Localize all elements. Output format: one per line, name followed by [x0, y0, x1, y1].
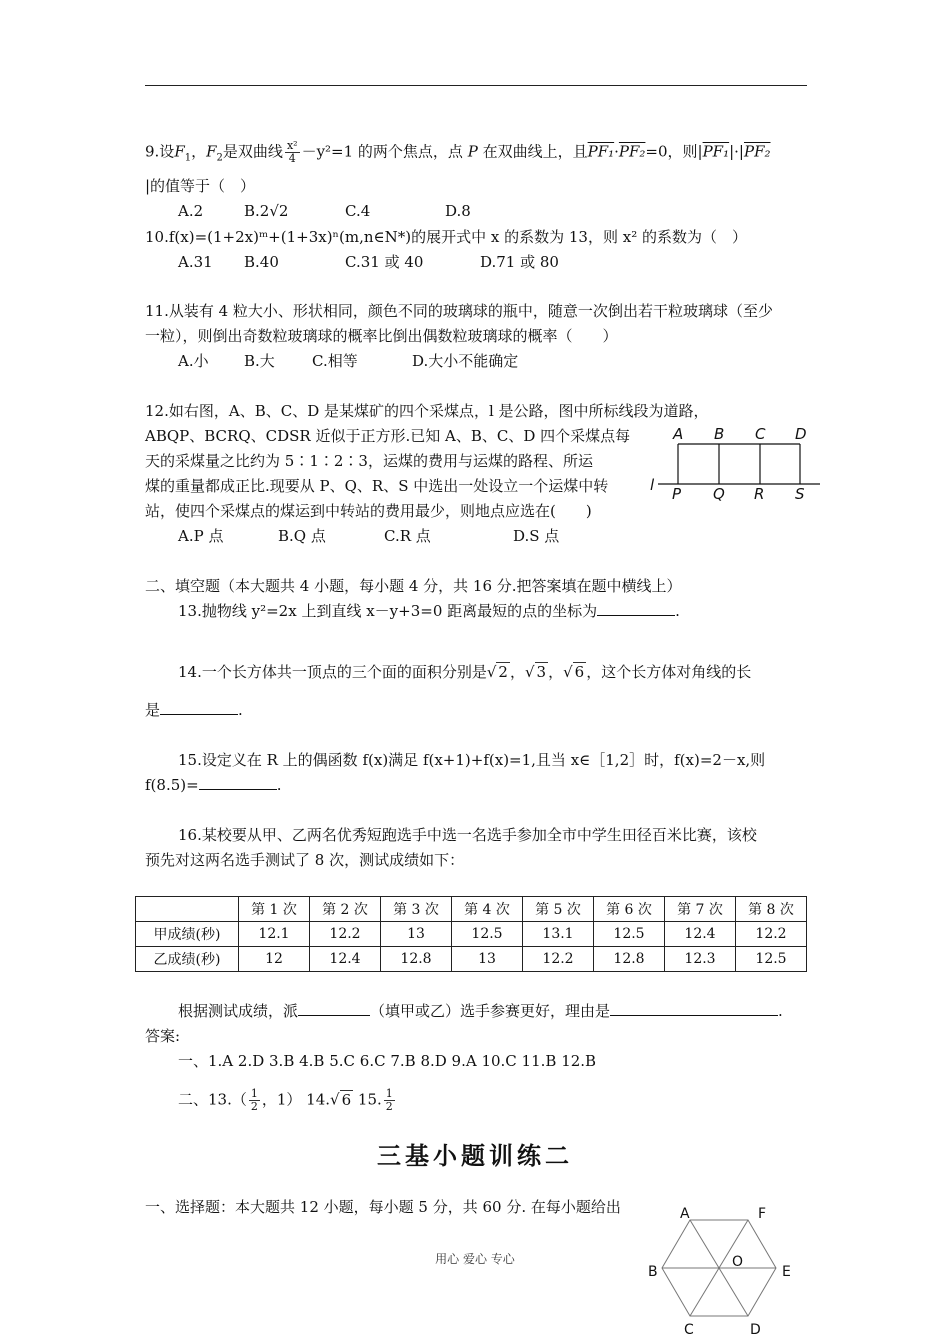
q11-option-b: B.大	[244, 352, 275, 370]
fig-label-s: S	[795, 485, 805, 503]
q12-line5: 站，使四个采煤点的煤运到中转站的费用最少，则地点应选在( )	[145, 502, 592, 520]
table-cell: 12.8	[594, 947, 665, 972]
top-rule	[145, 85, 807, 86]
table-cell: 12.5	[736, 947, 807, 972]
table-cell: 12.1	[239, 922, 310, 947]
answer-fraction: $\frac{1}{2}$	[250, 1087, 258, 1113]
q15-line1: 15.设定义在 R 上的偶函数 f(x)满足 f(x+1)+f(x)=1,且当 x∈［1,2］时，f(x)=2－x,则	[178, 751, 766, 769]
table-cell: 13	[452, 947, 523, 972]
q12-option-c: C.R 点	[384, 527, 431, 545]
q11-option-c: C.相等	[312, 352, 358, 370]
section3-line1: 一、选择题：本大题共 12 小题，每小题 5 分，共 60 分. 在每小题给出	[145, 1198, 621, 1216]
fig-label-r: R	[754, 485, 765, 503]
fig-label-q: Q	[713, 485, 725, 503]
answers-line1: 一、1.A 2.D 3.B 4.B 5.C 6.C 7.B 8.D 9.A 10.C 11.B 12.B	[178, 1052, 597, 1070]
q13-text: 13.抛物线 y²=2x 上到直线 x－y+3=0 距离最短的点的坐标为 .	[178, 602, 680, 620]
table-header-cell: 第 1 次	[239, 897, 310, 922]
table-cell: 甲成绩(秒)	[136, 922, 239, 947]
q9-line2: |的值等于（ ）	[145, 177, 256, 195]
table-cell: 12.2	[736, 922, 807, 947]
table-cell: 12.4	[665, 922, 736, 947]
section2-heading: 二、填空题（本大题共 4 小题，每小题 4 分，共 16 分.把答案填在题中横线上）	[145, 577, 682, 595]
q14-blank[interactable]	[160, 700, 238, 715]
table-cell: 12.5	[594, 922, 665, 947]
answers-line2: 二、13.（ $\frac{1}{2}$ ，1） 14.√ 6 15. $\frac{1}{2}$	[178, 1087, 393, 1113]
table-header-cell: 第 5 次	[523, 897, 594, 922]
table-cell: 13.1	[523, 922, 594, 947]
q11-option-d: D.大小不能确定	[412, 352, 519, 370]
fig-label-l: l	[650, 476, 655, 494]
table-header-cell: 第 6 次	[594, 897, 665, 922]
fig-label-c: C	[755, 425, 766, 443]
q9-option-b: B.2√2	[244, 202, 289, 220]
answer-fraction: $\frac{1}{2}$	[385, 1087, 393, 1113]
coal-mine-road-figure	[648, 422, 823, 504]
table-cell: 乙成绩(秒)	[136, 947, 239, 972]
q10-option-c: C.31 或 40	[345, 253, 424, 271]
q9-line1: 9.设$F_1$，$F_2$是双曲线 $\frac{\text{x²}}{4}$ －y²=1 的两个焦点，点 P 在双曲线上，且PF₁·PF₂=0，则|PF₁|·|PF₂	[145, 139, 771, 165]
q10-option-d: D.71 或 80	[480, 253, 559, 271]
answer-sqrt: √ 6	[330, 1090, 352, 1109]
q9-option-a: A.2	[178, 202, 204, 220]
table-cell: 12.2	[310, 922, 381, 947]
q9-option-d: D.8	[445, 202, 471, 220]
table-header-cell: 第 7 次	[665, 897, 736, 922]
hex-label-a: A	[680, 1206, 690, 1222]
q13-blank[interactable]	[597, 601, 675, 616]
q15-line2: f(8.5)= .	[145, 776, 282, 794]
q16-choice-blank[interactable]	[298, 1001, 370, 1016]
hex-label-c: C	[684, 1322, 694, 1338]
table-cell: 12.4	[310, 947, 381, 972]
table-header-cell: 第 8 次	[736, 897, 807, 922]
hex-label-b: B	[648, 1264, 658, 1280]
table-cell: 13	[381, 922, 452, 947]
q11-option-a: A.小	[178, 352, 209, 370]
q12-line3: 天的采煤量之比约为 5∶1∶2∶3，运煤的费用与运煤的路程、所运	[145, 452, 593, 470]
q11-line1: 11.从装有 4 粒大小、形状相同，颜色不同的玻璃球的瓶中，随意一次倒出若干粒玻璃球（至少	[145, 302, 773, 320]
q14-sqrt-3: √ 3	[524, 663, 547, 681]
answers-label: 答案:	[145, 1027, 181, 1045]
q16-line2: 预先对这两名选手测试了 8 次，测试成绩如下：	[145, 851, 465, 869]
hex-label-f: F	[758, 1206, 767, 1222]
table-row	[136, 947, 807, 972]
q16-reason-blank[interactable]	[610, 1001, 778, 1016]
q12-option-d: D.S 点	[513, 527, 560, 545]
q9-fraction: $\frac{\text{x²}}{4}$	[286, 139, 298, 165]
fig-label-p: P	[672, 485, 682, 503]
fig-label-a: A	[673, 425, 684, 443]
table-header-cell	[136, 897, 239, 922]
table-cell: 12.5	[452, 922, 523, 947]
table-cell: 12.2	[523, 947, 594, 972]
table-row	[136, 922, 807, 947]
q14-sqrt-2: √ 2	[486, 663, 508, 681]
q12-line2: ABQP、BCRQ、CDSR 近似于正方形.已知 A、B、C、D 四个采煤点每	[145, 427, 631, 445]
hex-label-d: D	[750, 1322, 761, 1338]
section-title: 三基小题训练二	[377, 1142, 573, 1170]
page-footer: 用心 爱心 专心	[435, 1252, 515, 1266]
table-header-cell: 第 4 次	[452, 897, 523, 922]
q12-line1: 12.如右图，A、B、C、D 是某煤矿的四个采煤点，l 是公路，图中所标线段为道路，	[145, 402, 709, 420]
q9-option-c: C.4	[345, 202, 371, 220]
table-cell: 12.8	[381, 947, 452, 972]
table-cell: 12	[239, 947, 310, 972]
q16-answer-line: 根据测试成绩，派 （填甲或乙）选手参赛更好，理由是 .	[178, 1002, 783, 1020]
table-header-cell: 第 2 次	[310, 897, 381, 922]
table-header-row	[136, 897, 807, 922]
fig-label-d: D	[795, 425, 807, 443]
q11-line2: 一粒），则倒出奇数粒玻璃球的概率比倒出偶数粒玻璃球的概率（ ）	[145, 327, 618, 345]
hex-label-e: E	[782, 1264, 791, 1280]
q10-text: 10.f(x)=(1+2x)ᵐ+(1+3x)ⁿ(m,n∈N*)的展开式中 x 的系数为 13，则 x² 的系数为（ ）	[145, 228, 747, 246]
q15-blank[interactable]	[199, 775, 277, 790]
hexagon-figure	[640, 1200, 810, 1344]
table-cell: 12.3	[665, 947, 736, 972]
q14-line2: 是 .	[145, 701, 243, 719]
q12-option-b: B.Q 点	[278, 527, 326, 545]
q10-option-b: B.40	[244, 253, 279, 271]
hex-label-o: O	[732, 1254, 744, 1270]
q14-sqrt-6: √ 6	[563, 663, 585, 681]
q16-line1: 16.某校要从甲、乙两名优秀短跑选手中选一名选手参加全市中学生田径百米比赛，该校	[178, 826, 757, 844]
fig-label-b: B	[714, 425, 725, 443]
q14-line1: 14.一个长方体共一顶点的三个面的面积分别是√ 2 ，√ 3 ，√ 6 ，这个长方体对角线的长	[178, 663, 752, 681]
q10-option-a: A.31	[178, 253, 213, 271]
scores-table	[135, 896, 807, 972]
q12-option-a: A.P 点	[178, 527, 224, 545]
table-header-cell: 第 3 次	[381, 897, 452, 922]
q12-line4: 煤的重量都成正比.现要从 P、Q、R、S 中选出一处设立一个运煤中转	[145, 477, 609, 495]
